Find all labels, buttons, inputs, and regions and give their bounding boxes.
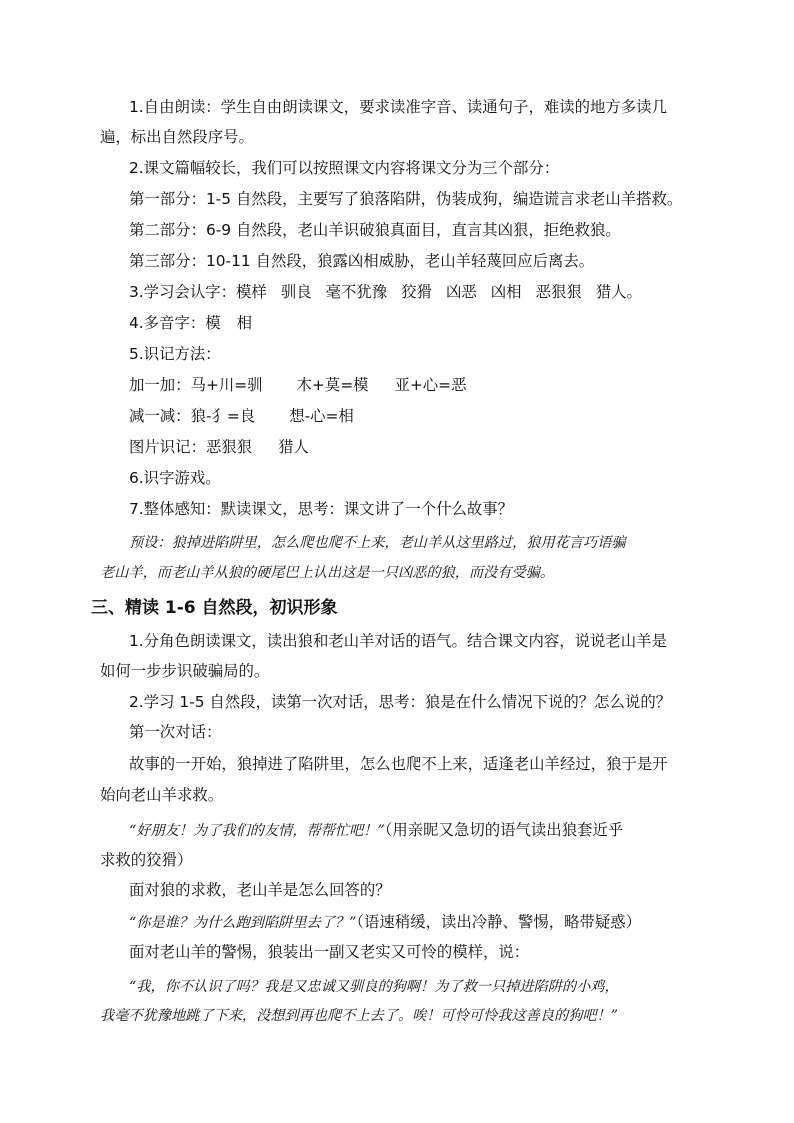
- add-1: 加一加：马+川=驯: [129, 376, 263, 394]
- task-1-line-1: 1.分角色朗读课文，读出狼和老山羊对话的语气。结合课文内容，说说老山羊是: [129, 632, 667, 650]
- first-dialogue-label: 第一次对话：: [129, 723, 222, 741]
- char-lieren: 猎人。: [595, 283, 642, 301]
- wolf-quote-1-note-cont: 求救的狡猾）: [100, 851, 193, 869]
- picture-2: 猎人: [278, 438, 309, 456]
- subtract-2: 想-心=相: [289, 407, 354, 425]
- subtract-1: 减一减：狼-犭=良: [129, 407, 256, 425]
- section-heading-3: 三、精读 1-6 自然段，初识形象: [91, 598, 338, 618]
- wolf-quote-1-note: （用亲昵又急切的语气读出狼套近乎: [384, 821, 624, 839]
- step-2: 2.课文篇幅较长，我们可以按照课文内容将课文分为三个部分：: [129, 159, 560, 177]
- preset-line-2: 老山羊，而老山羊从狼的硬尾巴上认出这是一只凶恶的狼，而没有受骗。: [100, 565, 555, 581]
- char-xunliang: 驯良: [280, 283, 312, 301]
- task-1-line-2: 如何一步步识破骗局的。: [100, 662, 270, 680]
- step-1-line-1: 1.自由朗读：学生自由朗读课文，要求读准字音、读通句子，难读的地方多读几: [129, 98, 667, 116]
- char-xiong-e: 凶恶: [445, 283, 477, 301]
- story-line-1: 故事的一开始，狼掉进了陷阱里，怎么也爬不上来，适逢老山羊经过，狼于是开: [129, 755, 668, 773]
- story-line-2: 始向老山羊求救。: [100, 786, 224, 804]
- char-ehenhen: 恶狠狠: [535, 283, 582, 301]
- wolf-quote-1: [129, 819, 623, 842]
- wolf-quote-2-line-1: “我，你不认识了吗？我是又忠诚又驯良的狗啊！为了救一只掉进陷阱的小鸡，: [129, 979, 619, 995]
- preset-line-1: 预设：狼掉进陷阱里，怎么爬也爬不上来，老山羊从这里路过，狼用花言巧语骗: [129, 535, 626, 551]
- char-haobuyouyu: 毫不犹豫: [325, 283, 388, 301]
- step-3-recognize-chars: [129, 281, 642, 303]
- sheep-quote-text: “你是谁？为什么跑到陷阱里去了？”: [129, 915, 357, 931]
- sheep-quote: [129, 911, 641, 934]
- step-3-label: 3.学习会认字：模样: [129, 283, 267, 301]
- step-4-label: 4.多音字：模: [129, 314, 221, 332]
- method-picture: [129, 436, 309, 458]
- add-2: 木+莫=模: [296, 376, 369, 394]
- step-4-polyphones: [129, 312, 252, 334]
- char-xiongxiang: 凶相: [490, 283, 522, 301]
- wolf-quote-2-line-2: 我毫不犹豫地跳了下来，没想到再也爬不上去了。唉！可怜可怜我这善良的狗吧！”: [100, 1008, 619, 1024]
- char-jiaohua: 狡猾: [401, 283, 432, 301]
- method-add: [129, 374, 466, 396]
- wolf-quote-1-text: “好朋友！为了我们的友情，帮帮忙吧！”: [129, 823, 385, 839]
- picture-1: 图片识记：恶狠狠: [129, 438, 253, 456]
- step-6: 6.识字游戏。: [129, 469, 221, 487]
- task-2: 2.学习 1-5 自然段，读第一次对话，思考：狼是在什么情况下说的？怎么说的？: [129, 693, 672, 711]
- add-3: 亚+心=恶: [394, 376, 467, 394]
- method-subtract: [129, 405, 354, 427]
- sheep-reply-prompt: 面对狼的求救，老山羊是怎么回答的？: [129, 881, 391, 899]
- part-two: 第二部分：6-9 自然段，老山羊识破狼真面目，直言其凶狠，拒绝救狼。: [129, 221, 621, 239]
- sheep-quote-note: （语速稍缓，读出冷静、警惕，略带疑惑）: [356, 913, 642, 931]
- part-one: 第一部分：1-5 自然段，主要写了狼落陷阱，伪装成狗，编造谎言求老山羊搭救。: [129, 190, 683, 208]
- step-7: 7.整体感知：默读课文，思考：课文讲了一个什么故事？: [129, 500, 514, 518]
- wolf-pretends-prompt: 面对老山羊的警惕，狼装出一副又老实又可怜的模样，说：: [129, 943, 530, 961]
- polyphone-xiang: 相: [236, 314, 253, 332]
- step-5: 5.识记方法：: [129, 345, 221, 363]
- step-1-line-2: 遍，标出自然段序号。: [100, 128, 254, 146]
- part-three: 第三部分：10-11 自然段，狼露凶相威胁，老山羊轻蔑回应后离去。: [129, 252, 595, 270]
